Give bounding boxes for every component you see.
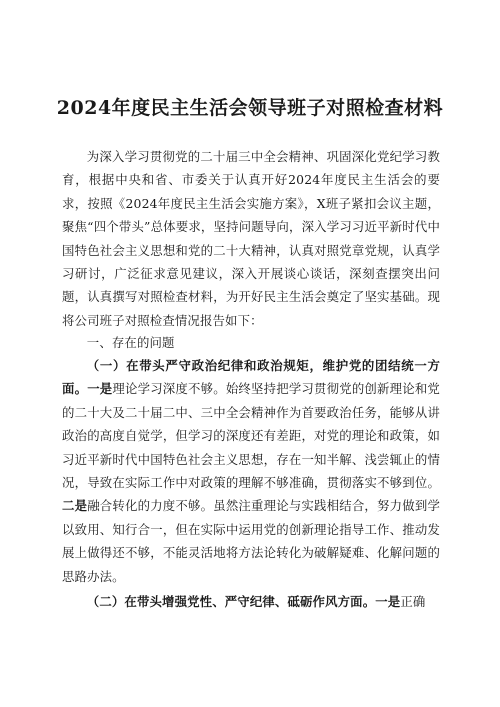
document-title: 2024年度民主生活会领导班子对照检查材料 — [56, 97, 444, 119]
point-2-label: 二是 — [62, 498, 88, 514]
section-1-block — [62, 331, 440, 354]
subsection-2-heading: （二）在带头增强党性、严守纪律、砥砺作风方面。 — [86, 594, 376, 609]
point-2-text: 融合转化的力度不够。虽然注重理论与实践相结合，努力做到学以致用、知行合一，但在实际中运用党的创新理论指导工作、推动发展上做得还不够，不能灵活地将方法论转化为破解疑难、化解问题的思路办法。 — [62, 498, 440, 584]
subsection-1-heading: （一）在带头严守政治纪律和政治规矩，维护党的团结统一方面。 — [62, 358, 440, 397]
intro-paragraph-block — [62, 145, 440, 332]
subsection-1-paragraph — [62, 354, 440, 588]
subsection-2-point-1-label: 一是 — [375, 594, 401, 609]
subsection-1-block — [62, 354, 440, 588]
point-1-text: 理论学习深度不够。始终坚持把学习贯彻党的创新理论和党的二十大及二十届二中、三中全会精神作为首要政治任务，能够从讲政治的高度自觉学，但学习的深度还有差距，对党的理论和政策，如习近平新时代中国特色社会主义思想，存在一知半解、浅尝辄止的情况，导致在实际工作中对政策的理解不够准确，贯彻落实不够到位。 — [62, 381, 440, 491]
subsection-2-paragraph — [62, 590, 440, 613]
subsection-2-point-1-text: 正确 — [400, 594, 426, 609]
intro-paragraph: 为深入学习贯彻党的二十届三中全会精神、巩固深化党纪学习教育，根据中央和省、市委关于认真开好2024年度民主生活会的要求，按照《2024年度民主生活会实施方案》，X班子紧扣会议主题，聚焦“四个带头”总体要求，坚持问题导向，深入学习习近平新时代中国特色社会主义思想和党的二十大精神，认真对照党章党规，认真学习研讨，广泛征求意见建议，深入开展谈心谈话，深刻查摆突出问题，认真撰写对照检查材料，为开好民主生活会奠定了坚实基础。现将公司班子对照检查情况报告如下： — [62, 149, 440, 328]
point-1-label: 一是 — [87, 381, 113, 397]
subsection-2-block — [62, 590, 440, 613]
section-heading-problems: 一、存在的问题 — [86, 335, 175, 350]
